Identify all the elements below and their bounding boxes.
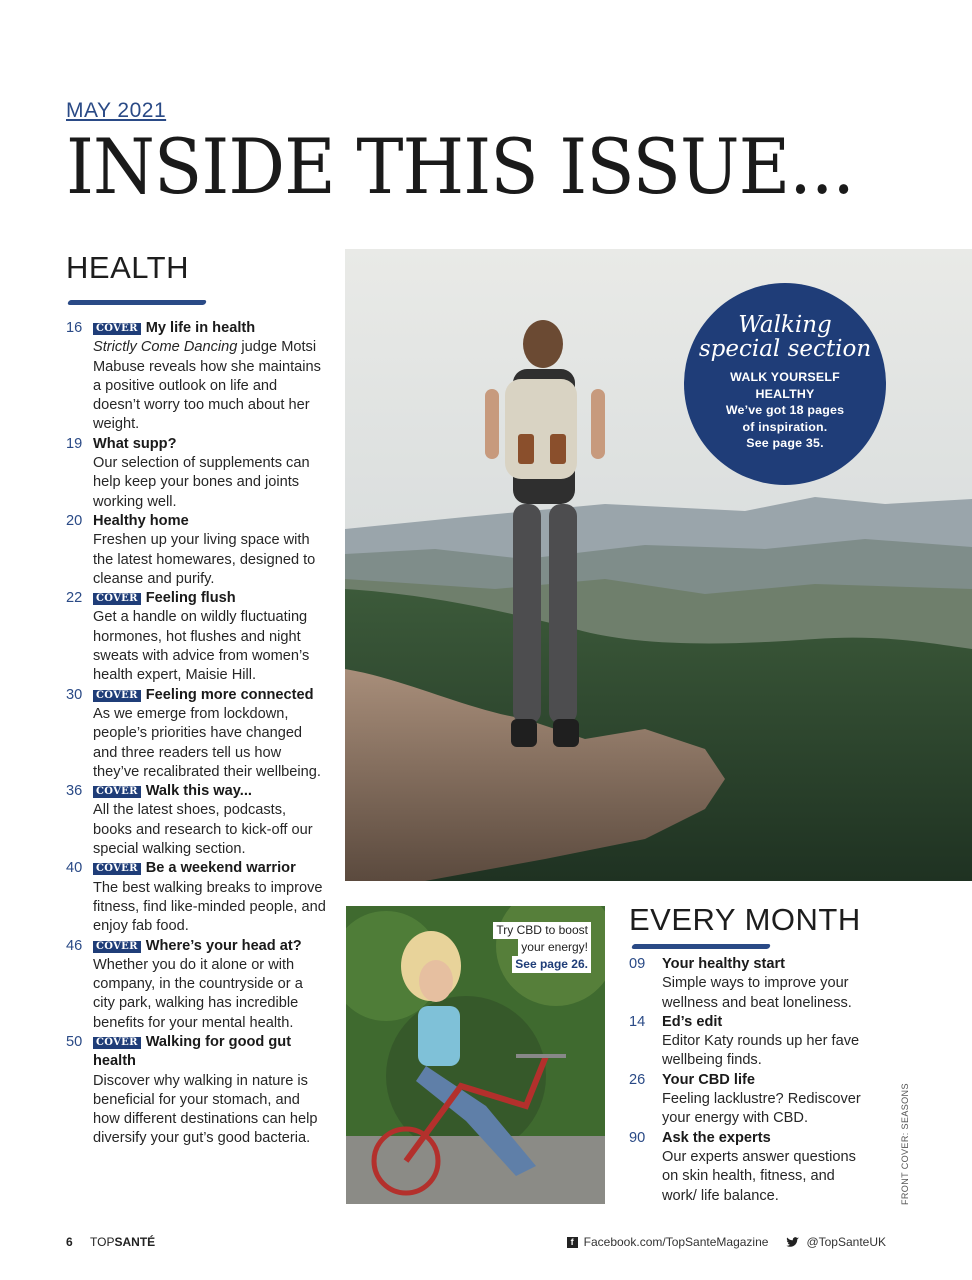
item-title: Ask the experts [662,1129,771,1146]
walking-special-badge [684,283,886,485]
badge-script-line2: special section [698,336,872,362]
item-description-text: Freshen up your living space with the latest homewares, designed to cleanse and purify. [93,532,316,587]
page-number: 40 [66,860,83,877]
item-title-row [93,512,328,531]
item-title: Walk this way... [145,783,252,800]
item-title-row [93,859,328,878]
cover-tag: COVER [93,323,141,335]
item-title-row [93,589,328,608]
every-month-item[interactable] [629,1013,869,1071]
item-description-text: Get a handle on wildly fluctuating hormones, hot flushes and night sweats with advice from women’s health expert, Maisie Hill. [93,609,310,684]
cover-tag: COVER [93,941,141,953]
brand-logo [90,1235,155,1249]
item-title: Be a weekend warrior [145,860,296,877]
item-title-row [93,319,328,338]
health-heading: HEALTH [66,250,190,285]
page-number: 30 [66,686,83,703]
health-item[interactable] [66,782,328,859]
page-title: INSIDE THIS ISSUE... [66,122,854,211]
every-month-list [629,955,869,1206]
item-description [93,801,328,859]
item-title: Feeling more connected [145,686,314,703]
page-number: 22 [66,590,83,607]
issue-month: MAY 2021 [66,99,167,122]
item-description [93,338,328,434]
item-description [93,454,328,512]
badge-script [684,313,886,361]
item-title-row [93,937,328,956]
item-title: Feeling flush [145,590,236,607]
brand-top: TOP [90,1235,115,1249]
item-title: My life in health [145,320,256,336]
item-description-text: Discover why walking in nature is beneficial for your stomach, and how different destinations can help diversify your gut’s good bacteria. [93,1072,318,1147]
twitter-handle[interactable]: @TopSanteUK [806,1235,886,1249]
health-item[interactable] [66,686,328,782]
brand-sante: SANTÉ [114,1235,156,1249]
item-description [93,879,328,937]
item-title: What supp? [93,435,177,452]
health-item[interactable] [66,512,328,589]
item-description: Simple ways to improve your wellness and beat loneliness. [662,975,852,1011]
page-number: 14 [629,1013,646,1030]
health-item[interactable] [66,319,328,435]
page-number: 26 [629,1071,646,1088]
page-number: 90 [629,1129,646,1146]
cover-tag: COVER [93,786,141,798]
front-cover-credit: FRONT COVER: SEASONS [900,1083,910,1205]
every-month-item[interactable] [629,955,869,1013]
item-title: Your CBD life [662,1071,755,1088]
footer-left [66,1235,155,1249]
item-description: Feeling lacklustre? Rediscover your energy with CBD. [662,1091,861,1127]
item-description-text: The best walking breaks to improve fitness, find like-minded people, and enjoy fab food. [93,879,326,935]
health-heading-underline [67,300,207,305]
health-item[interactable] [66,937,328,1033]
item-description-text: All the latest shoes, podcasts, books and research to kick-off our special walking section. [93,802,313,858]
footer-right [567,1235,886,1249]
health-item[interactable] [66,435,328,512]
cyclist-photo [346,906,605,1204]
item-description [93,608,328,685]
page-number: 20 [66,512,83,529]
cbd-tag-line3: See page 26. [512,956,591,973]
cbd-tag [493,922,591,973]
twitter-icon [786,1237,800,1248]
every-month-item[interactable] [629,1071,869,1129]
item-title: Ed’s edit [662,1013,723,1030]
page-number: 46 [66,937,83,954]
cover-tag: COVER [93,593,141,605]
every-month-item[interactable] [629,1129,869,1206]
item-description-italic: Strictly Come Dancing [93,339,238,356]
badge-line1: WALK YOURSELF [730,370,840,384]
item-description-text: judge Motsi Mabuse reveals how she maintains a positive outlook on life and doesn’t worry too much about her weight. [93,339,321,433]
health-list [66,319,328,1149]
item-title-row [93,686,328,705]
page-number: 50 [66,1033,83,1050]
item-title-row [93,1033,328,1072]
badge-line5: See page 35. [746,436,824,450]
page-number: 09 [629,956,646,972]
item-description-text: Whether you do it alone or with company, in the countryside or a city park, walking has incredible benefits for your mental health. [93,956,303,1031]
item-description-text: As we emerge from lockdown, people’s priorities have changed and three readers tell us how they’ve recalibrated their wellbeing. [93,705,321,780]
health-item[interactable] [66,1033,328,1149]
badge-line3: We’ve got 18 pages [725,403,845,417]
badge-script-line1: Walking [738,312,832,338]
item-title: Healthy home [93,512,189,529]
page-number: 6 [66,1235,73,1249]
item-title: Walking for good gut health [93,1033,292,1070]
item-description: Our experts answer questions on skin health, fitness, and work/ life balance. [662,1148,856,1204]
page-number: 19 [66,435,83,452]
facebook-icon: f [567,1237,578,1248]
item-description [93,531,328,589]
page-number: 16 [66,320,83,336]
every-month-heading-underline [631,944,771,949]
item-description [93,705,328,782]
badge-line4: of inspiration. [742,419,828,434]
badge-line2: HEALTHY [755,386,815,401]
item-title: Where’s your head at? [145,937,302,954]
item-description: Editor Katy rounds up her fave wellbeing finds. [662,1033,860,1069]
cover-tag: COVER [93,1037,141,1049]
health-item[interactable] [66,589,328,685]
item-description [93,1072,328,1149]
item-title-row [93,782,328,801]
health-item[interactable] [66,859,328,936]
item-description [93,956,328,1033]
every-month-heading: EVERY MONTH [629,902,861,937]
item-title: Your healthy start [662,956,785,972]
item-description-text: Our selection of supplements can help keep your bones and joints working well. [93,455,310,510]
cbd-tag-line2: your energy! [518,939,591,956]
page-number: 36 [66,783,83,800]
cbd-tag-line1: Try CBD to boost [493,922,591,939]
cover-tag: COVER [93,690,141,702]
cover-tag: COVER [93,863,141,875]
item-title-row [93,435,328,454]
facebook-link[interactable]: Facebook.com/TopSanteMagazine [583,1235,769,1249]
